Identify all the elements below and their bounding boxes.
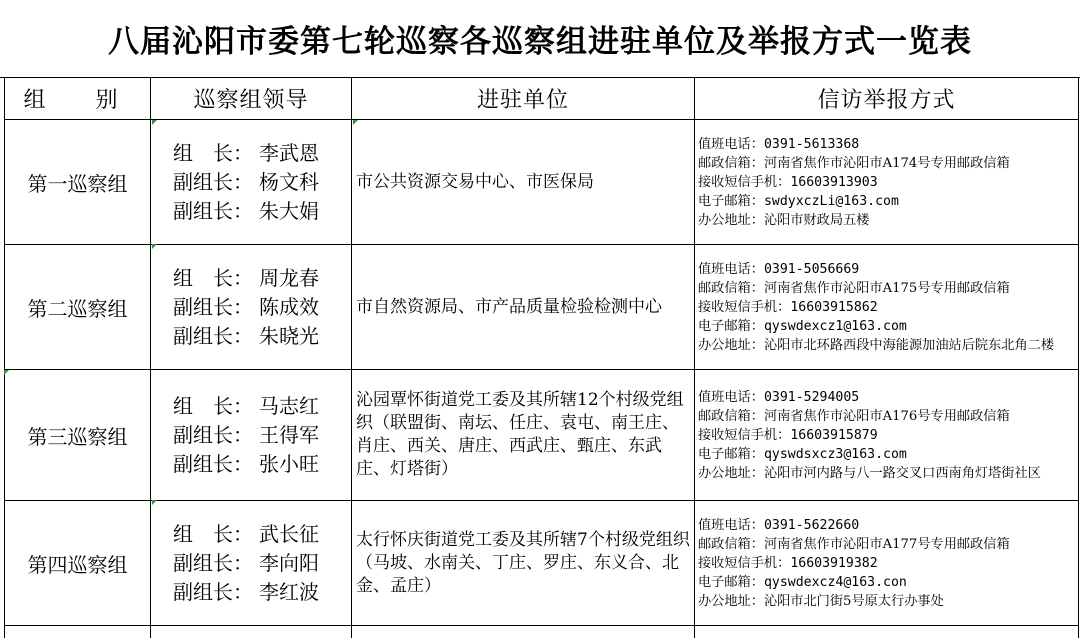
unit-cell: 市自然资源局、市产品质量检验检测中心	[352, 245, 695, 370]
group-cell: 第三巡察组	[5, 370, 151, 501]
deputy-label: 副组长：	[173, 550, 253, 575]
mail-line: 邮政信箱：河南省焦作市沁阳市A175号专用邮政信箱	[698, 280, 1010, 296]
deputy-name: 朱大娟	[259, 198, 319, 223]
phone-line: 值班电话：0391-5056669	[698, 261, 860, 277]
cell-comment-marker	[152, 500, 157, 505]
contact-cell	[695, 120, 1079, 245]
email-line: 电子邮箱：swdyxczLi@163.com	[698, 193, 899, 209]
unit-cell: 市公共资源交易中心、市医保局	[352, 120, 695, 245]
sms-line: 接收短信手机：16603913903	[698, 174, 878, 190]
deputy-name: 张小旺	[259, 451, 319, 476]
mail-line: 邮政信箱：河南省焦作市沁阳市A174号专用邮政信箱	[698, 155, 1010, 171]
group-cell: 第二巡察组	[5, 245, 151, 370]
header-leaders: 巡察组领导	[151, 78, 352, 120]
cell-comment-marker	[4, 370, 9, 375]
mail-line: 邮政信箱：河南省焦作市沁阳市A177号专用邮政信箱	[698, 536, 1010, 552]
contact-cell	[695, 370, 1079, 501]
deputy-name: 李红波	[259, 579, 319, 604]
sms-line: 接收短信手机：16603919382	[698, 555, 878, 571]
mail-line: 邮政信箱：河南省焦作市沁阳市A176号专用邮政信箱	[698, 408, 1010, 424]
table-row	[5, 370, 1079, 501]
address-line: 办公地址：沁阳市北门街5号原太行办事处	[698, 593, 944, 609]
cell-comment-marker	[152, 120, 157, 125]
address-line: 办公地址：沁阳市河内路与八一路交叉口西南角灯塔街社区	[698, 465, 1041, 481]
cell-comment-marker	[353, 120, 358, 125]
leaders-cell	[151, 501, 352, 626]
table-row	[5, 120, 1079, 245]
leader-name: 武长征	[259, 521, 319, 546]
sms-line: 接收短信手机：16603915862	[698, 299, 878, 315]
phone-line: 值班电话：0391-5294005	[698, 389, 860, 405]
leader-label: 组 长：	[173, 393, 253, 418]
leader-name: 马志红	[259, 393, 319, 418]
header-contact: 信访举报方式	[695, 78, 1079, 120]
unit-cell: 沁园覃怀街道党工委及其所辖12个村级党组织（联盟街、南坛、任庄、袁屯、南王庄、肖庄、西关、唐庄、西武庄、甄庄、东武庄、灯塔街）	[352, 370, 695, 501]
leaders-cell	[151, 245, 352, 370]
deputy-name: 杨文科	[259, 169, 319, 194]
deputy-name: 王得军	[259, 422, 319, 447]
leader-name: 周龙春	[259, 265, 319, 290]
deputy-label: 副组长：	[173, 422, 253, 447]
address-line: 办公地址：沁阳市北环路西段中海能源加油站后院东北角二楼	[698, 337, 1055, 353]
table-row	[5, 501, 1079, 626]
leader-name: 李武恩	[259, 140, 319, 165]
address-line: 办公地址：沁阳市财政局五楼	[698, 212, 870, 228]
contact-cell	[695, 501, 1079, 626]
header-group: 组 别	[5, 78, 151, 120]
leader-label: 组 长：	[173, 265, 253, 290]
header-row	[5, 78, 1079, 120]
unit-cell: 太行怀庆街道党工委及其所辖7个村级党组织（马坡、水南关、丁庄、罗庄、东义合、北金、孟庄）	[352, 501, 695, 626]
deputy-label: 副组长：	[173, 323, 253, 348]
deputy-label: 副组长：	[173, 294, 253, 319]
phone-line: 值班电话：0391-5613368	[698, 136, 860, 152]
leaders-cell	[151, 370, 352, 501]
deputy-name: 李向阳	[259, 550, 319, 575]
leader-label: 组 长：	[173, 140, 253, 165]
leader-label: 组 长：	[173, 521, 253, 546]
leaders-cell	[151, 120, 352, 245]
inspection-table	[4, 77, 1079, 638]
header-unit: 进驻单位	[352, 78, 695, 120]
group-cell: 第四巡察组	[5, 501, 151, 626]
page-title: 八届沁阳市委第七轮巡察各巡察组进驻单位及举报方式一览表	[0, 0, 1080, 78]
deputy-name: 陈成效	[259, 294, 319, 319]
deputy-name: 朱晓光	[259, 323, 319, 348]
email-line: 电子邮箱：qyswdexcz4@163.con	[698, 574, 907, 590]
group-cell: 第一巡察组	[5, 120, 151, 245]
contact-cell	[695, 245, 1079, 370]
table-row	[5, 245, 1079, 370]
sms-line: 接收短信手机：16603915879	[698, 427, 878, 443]
deputy-label: 副组长：	[173, 579, 253, 604]
email-line: 电子邮箱：qyswdexcz1@163.com	[698, 318, 907, 334]
deputy-label: 副组长：	[173, 198, 253, 223]
phone-line: 值班电话：0391-5622660	[698, 517, 860, 533]
deputy-label: 副组长：	[173, 451, 253, 476]
email-line: 电子邮箱：qyswdsxcz3@163.com	[698, 446, 907, 462]
deputy-label: 副组长：	[173, 169, 253, 194]
cell-comment-marker	[152, 244, 157, 249]
